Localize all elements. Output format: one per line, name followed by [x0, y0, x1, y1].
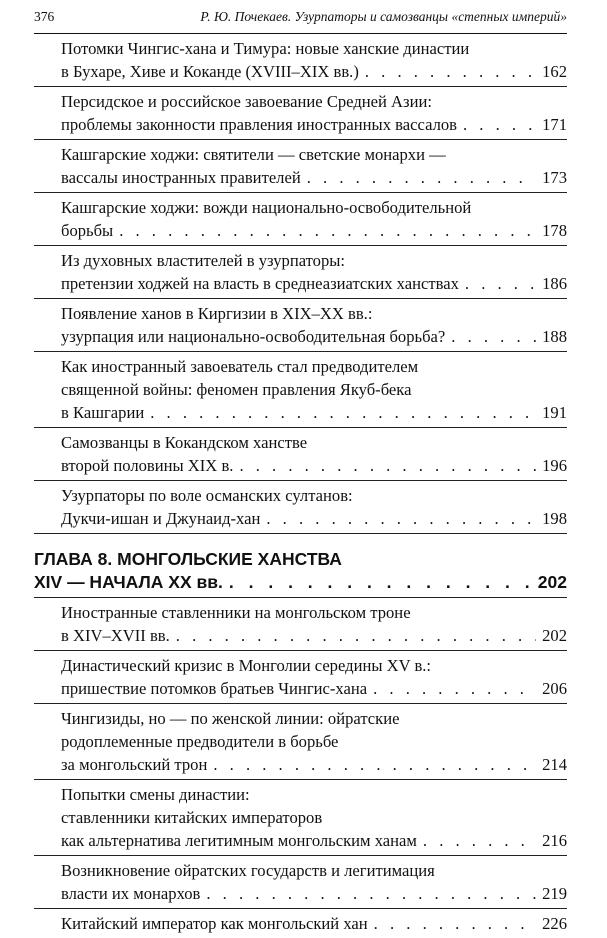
dot-leader — [266, 507, 536, 530]
section-entries-after — [34, 598, 567, 938]
chapter-title-line — [34, 571, 567, 594]
table-of-contents — [34, 34, 567, 938]
toc-entry-line: Дукчи-ишан и Джунаид-хан — [61, 509, 261, 528]
chapter-page-number: 202 — [537, 572, 567, 592]
chapter-heading — [34, 534, 567, 598]
toc-page-number: 216 — [542, 831, 567, 850]
toc-page-number: 188 — [542, 327, 567, 346]
toc-entry-line: ставленники китайских императоров — [61, 808, 323, 827]
toc-entry — [34, 87, 567, 140]
toc-page-number: 162 — [542, 62, 567, 81]
toc-entry — [34, 598, 567, 651]
toc-entry-line: в XIV–XVII вв. — [61, 626, 170, 645]
toc-entry-line: как альтернатива легитимным монгольским ханам — [61, 831, 417, 850]
dot-leader — [307, 166, 536, 189]
toc-entry-line: Кашгарские ходжи: святители — светские монархи — — [61, 145, 446, 164]
toc-entry-line: власти их монархов — [61, 884, 201, 903]
toc-entry-line: Возникновение ойратских государств и легитимация — [61, 861, 435, 880]
dot-leader — [229, 571, 532, 594]
toc-entry — [34, 34, 567, 87]
dot-leader — [451, 325, 536, 348]
toc-entry-final-line — [61, 454, 567, 477]
toc-page-number: 202 — [542, 626, 567, 645]
toc-entry-line: Узурпаторы по воле османских султанов: — [61, 486, 353, 505]
toc-entry-final-line — [61, 507, 567, 530]
toc-entry — [34, 428, 567, 481]
toc-entry-final-line — [61, 325, 567, 348]
toc-entry-line: второй половины XIX в. — [61, 456, 234, 475]
running-head — [34, 9, 567, 27]
toc-entry — [34, 651, 567, 704]
toc-entry — [34, 352, 567, 428]
toc-entry-line: в Кашгарии — [61, 403, 145, 422]
toc-page-number: 206 — [542, 679, 567, 698]
toc-entry-line: Кашгарские ходжи: вожди национально-освободительной — [61, 198, 472, 217]
dot-leader — [374, 912, 536, 935]
toc-page-number: 226 — [542, 914, 567, 933]
chapter-title: ГЛАВА 8. МОНГОЛЬСКИЕ ХАНСТВА — [34, 549, 342, 569]
toc-page-number: 178 — [542, 221, 567, 240]
dot-leader — [206, 882, 536, 905]
toc-entry-line: Попытки смены династии: — [61, 785, 250, 804]
toc-entry-final-line — [61, 113, 567, 136]
toc-entry-final-line — [61, 624, 567, 647]
toc-entry-final-line — [61, 272, 567, 295]
toc-entry-line: узурпация или национально-освободительная борьба? — [61, 327, 446, 346]
dot-leader — [463, 113, 536, 136]
toc-entry-line: за монгольский трон — [61, 755, 208, 774]
toc-entry-line: Китайский император как монгольский хан — [61, 914, 368, 933]
toc-entry-line: Самозванцы в Кокандском ханстве — [61, 433, 308, 452]
toc-page-number: 191 — [542, 403, 567, 422]
toc-entry-line: в Бухаре, Хиве и Коканде (XVIII–XIX вв.) — [61, 62, 359, 81]
toc-entry-final-line — [61, 882, 567, 905]
toc-entry-line: Чингизиды, но — по женской линии: ойратские — [61, 709, 400, 728]
toc-entry-line: Из духовных властителей в узурпаторы: — [61, 251, 346, 270]
toc-page-number: 173 — [542, 168, 567, 187]
toc-entry-line: Иностранные ставленники на монгольском троне — [61, 603, 411, 622]
toc-entry-line: Появление ханов в Киргизии в XIX–XX вв.: — [61, 304, 373, 323]
dot-leader — [423, 829, 536, 852]
toc-entry — [34, 299, 567, 352]
toc-entry-line: проблемы законности правления иностранных вассалов — [61, 115, 457, 134]
section-entries-before — [34, 34, 567, 534]
toc-entry — [34, 140, 567, 193]
toc-page-number: 186 — [542, 274, 567, 293]
toc-entry-final-line — [61, 912, 567, 935]
dot-leader — [176, 624, 536, 647]
toc-entry-line: пришествие потомков братьев Чингис-хана — [61, 679, 368, 698]
dot-leader — [465, 272, 536, 295]
dot-leader — [213, 753, 536, 776]
toc-entry-line: Династический кризис в Монголии середины XV в.: — [61, 656, 432, 675]
toc-page-number: 171 — [542, 115, 567, 134]
dot-leader — [239, 454, 536, 477]
dot-leader — [150, 401, 536, 424]
toc-entry-line: Персидское и российское завоевание Средней Азии: — [61, 92, 432, 111]
toc-entry-line: борьбы — [61, 221, 114, 240]
toc-entry — [34, 481, 567, 534]
chapter-subtitle: XIV — НАЧАЛА XX вв. — [34, 572, 223, 592]
toc-entry — [34, 704, 567, 780]
toc-entry — [34, 780, 567, 856]
toc-entry-final-line — [61, 753, 567, 776]
toc-page-number: 214 — [542, 755, 567, 774]
dot-leader — [365, 60, 536, 83]
toc-entry-final-line — [61, 60, 567, 83]
toc-entry-line: Потомки Чингис-хана и Тимура: новые ханские династии — [61, 39, 470, 58]
toc-entry — [34, 909, 567, 938]
toc-entry — [34, 856, 567, 909]
dot-leader — [373, 677, 536, 700]
toc-entry-line: вассалы иностранных правителей — [61, 168, 301, 187]
toc-entry-line: родоплеменные предводители в борьбе — [61, 732, 339, 751]
toc-page-number: 198 — [542, 509, 567, 528]
toc-entry-final-line — [61, 219, 567, 242]
toc-entry-line: претензии ходжей на власть в среднеазиатских ханствах — [61, 274, 459, 293]
toc-entry-final-line — [61, 829, 567, 852]
toc-entry-final-line — [61, 401, 567, 424]
toc-entry-final-line — [61, 166, 567, 189]
dot-leader — [119, 219, 536, 242]
toc-entry-line: священной войны: феномен правления Якуб-бека — [61, 380, 412, 399]
toc-entry — [34, 246, 567, 299]
toc-page-number: 196 — [542, 456, 567, 475]
toc-entry — [34, 193, 567, 246]
toc-entry-line: Как иностранный завоеватель стал предводителем — [61, 357, 419, 376]
page-number: 376 — [34, 9, 55, 24]
toc-entry-final-line — [61, 677, 567, 700]
toc-page-number: 219 — [542, 884, 567, 903]
running-title: Р. Ю. Почекаев. Узурпаторы и самозванцы «степных империй» — [200, 9, 567, 24]
